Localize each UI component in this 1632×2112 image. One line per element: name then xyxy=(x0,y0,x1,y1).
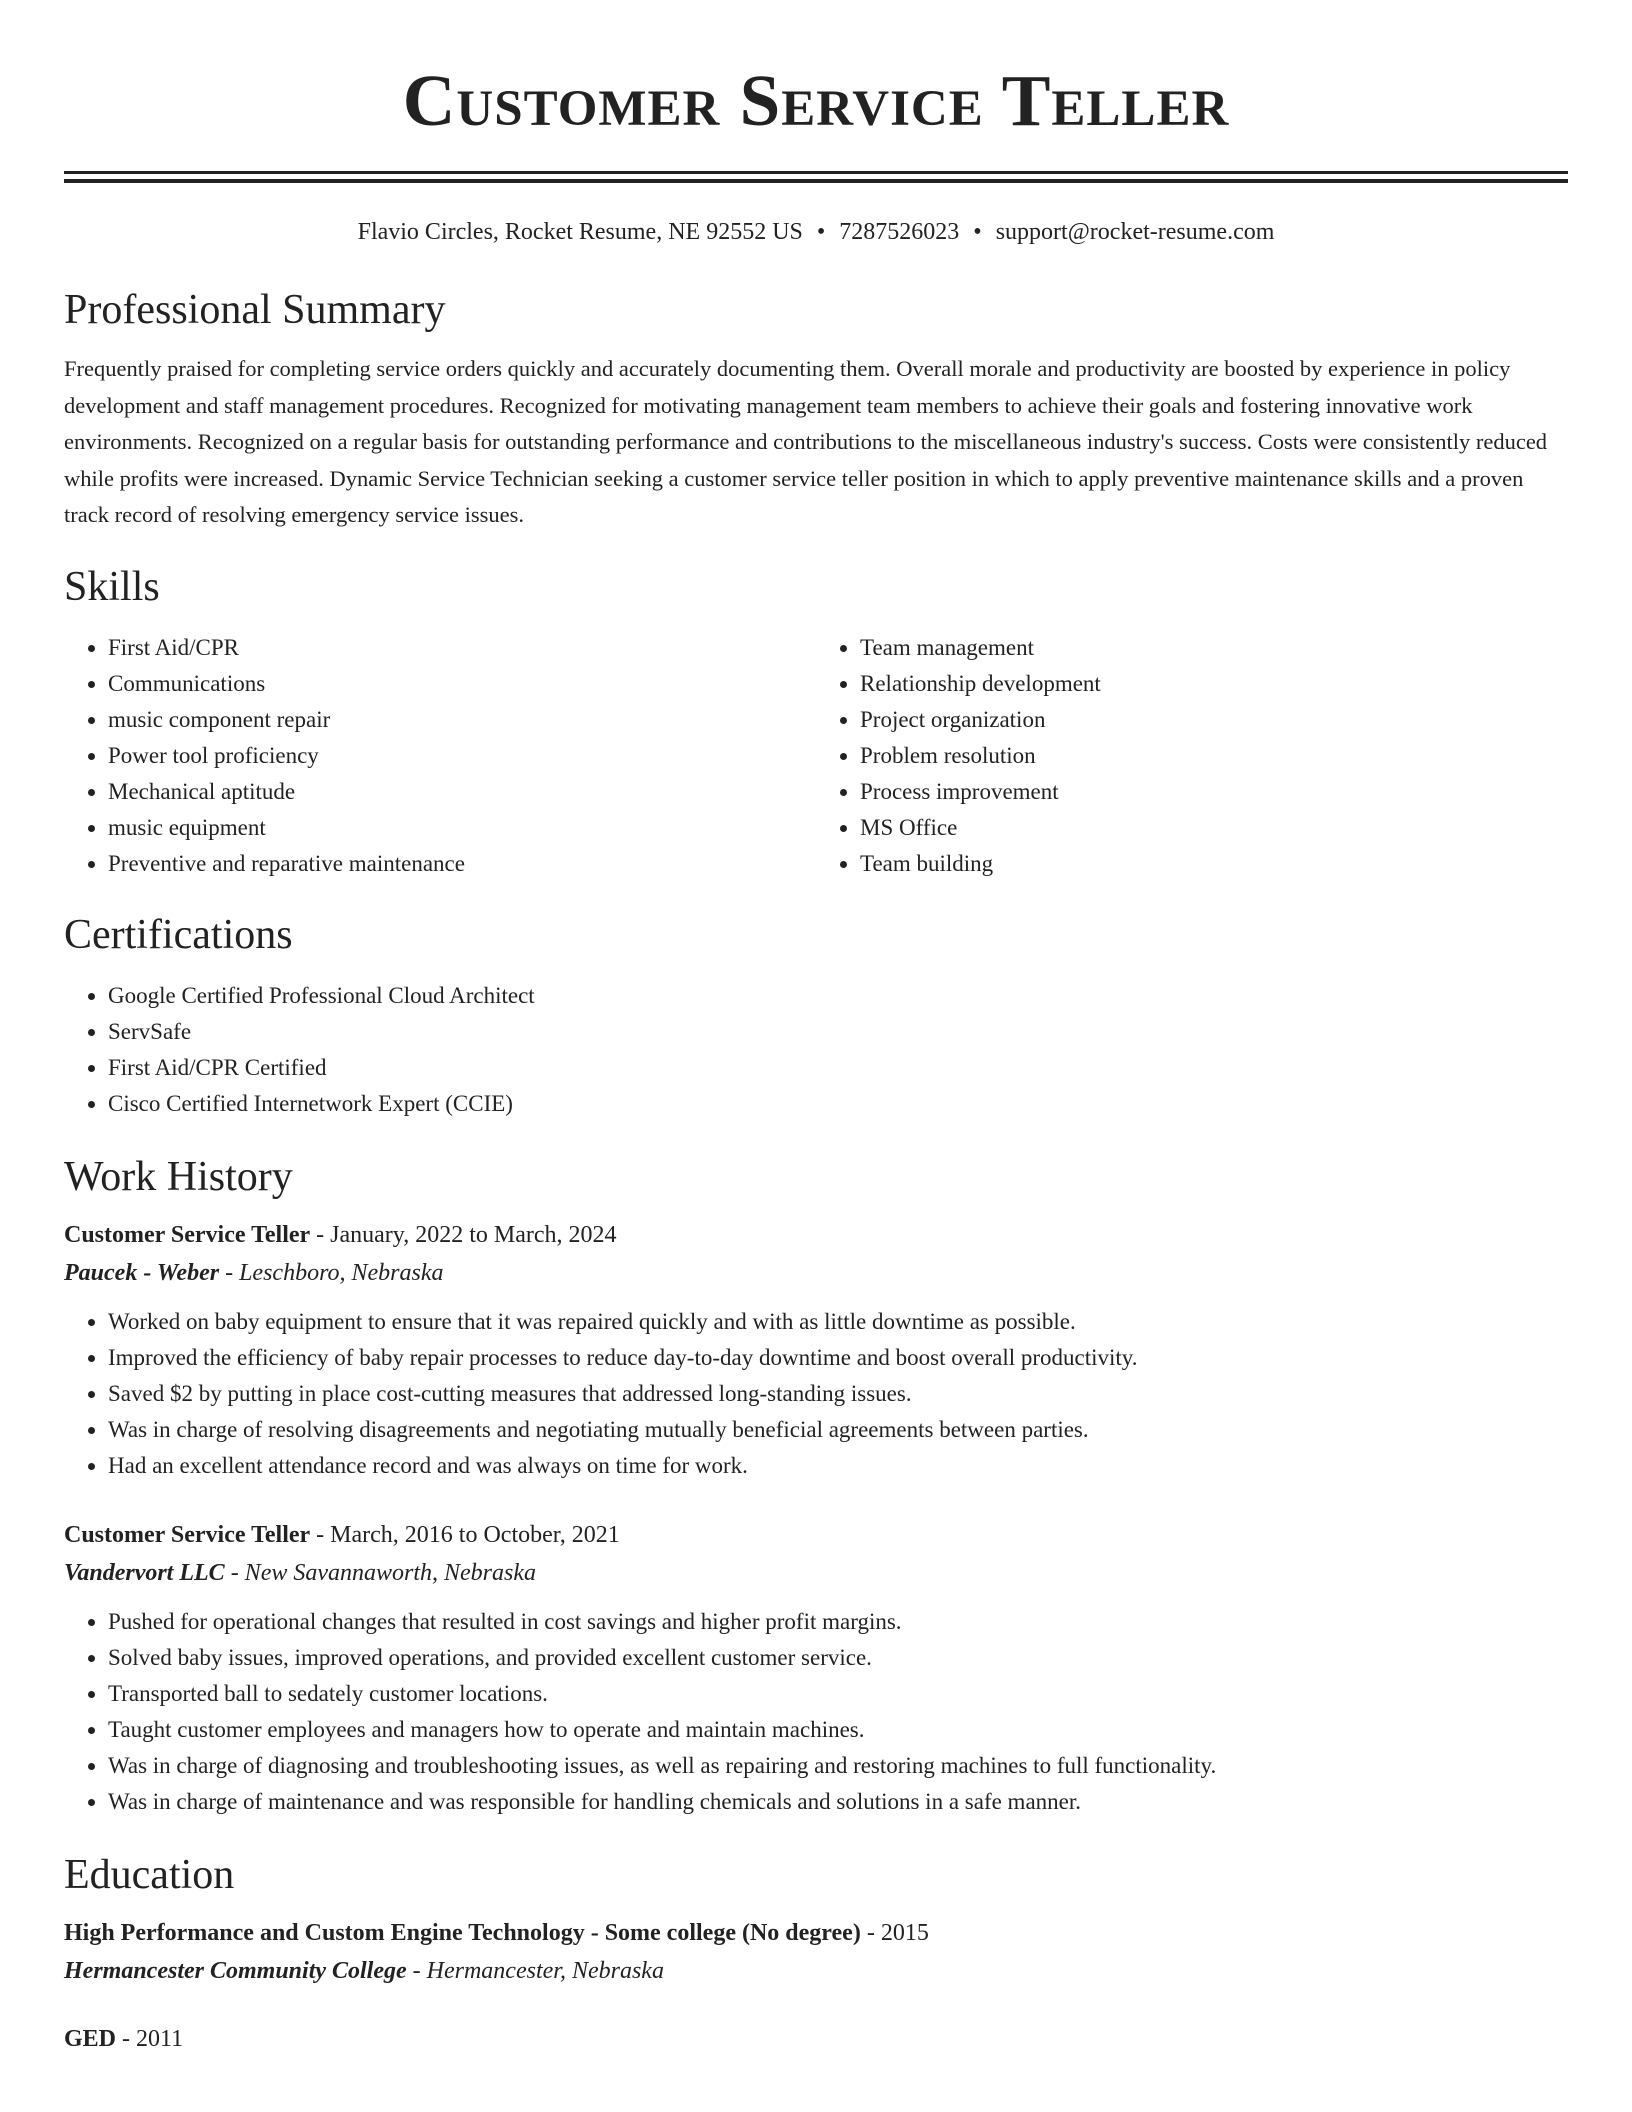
skill-item: • Mechanical aptitude xyxy=(108,774,816,810)
skills-column-right xyxy=(816,630,1568,882)
school-location: - Hermancester, Nebraska xyxy=(406,1957,664,1984)
skill-item: • Communications xyxy=(108,666,816,702)
certification-item: • ServSafe xyxy=(108,1014,1568,1050)
job-duties xyxy=(64,1304,1568,1484)
work-history-heading: Work History xyxy=(64,1153,293,1200)
certification-item: • Google Certified Professional Cloud Architect xyxy=(108,978,1568,1014)
certification-item: • First Aid/CPR Certified xyxy=(108,1050,1568,1086)
certifications-heading: Certifications xyxy=(64,911,293,958)
skill-item: • Team building xyxy=(860,846,1568,882)
degree-name: GED xyxy=(64,2025,117,2052)
skill-item: • Preventive and reparative maintenance xyxy=(108,846,816,882)
certifications-list xyxy=(64,978,1568,1122)
job-duty: • Was in charge of resolving disagreements and negotiating mutually beneficial agreements between parties. xyxy=(108,1412,1568,1448)
job-duty: • Worked on baby equipment to ensure that it was repaired quickly and with as little downtime as possible. xyxy=(108,1304,1568,1340)
employer-location: - Leschboro, Nebraska xyxy=(219,1259,444,1286)
contact-separator: • xyxy=(816,219,826,245)
degree-line xyxy=(64,1914,1568,1952)
summary-text: Frequently praised for completing service orders quickly and accurately documenting them. Overall morale and productivity are boosted by experience in policy development and staff management procedures. Recognized for motivating management team members to achieve their goals and fostering innovative work environments. Recognized on a regular basis for outstanding performance and contributions to the miscellaneous industry's success. Costs were consistently reduced while profits were increased. Dynamic Service Technician seeking a customer service teller position in which to apply preventive maintenance skills and a proven track record of resolving emergency service issues. xyxy=(64,356,1548,527)
job-duty: • Improved the efficiency of baby repair processes to reduce day-to-day downtime and boost overall productivity. xyxy=(108,1340,1568,1376)
job-dates: - March, 2016 to October, 2021 xyxy=(310,1521,620,1548)
skill-item: • music equipment xyxy=(108,810,816,846)
employer-name: Paucek - Weber xyxy=(64,1259,220,1286)
skill-item: • Relationship development xyxy=(860,666,1568,702)
job-duty: • Saved $2 by putting in place cost-cutting measures that addressed long-standing issues. xyxy=(108,1376,1568,1412)
skill-item: • Problem resolution xyxy=(860,738,1568,774)
job-duty: • Transported ball to sedately customer locations. xyxy=(108,1676,1568,1712)
employer-location: - New Savannaworth, Nebraska xyxy=(224,1559,537,1586)
school-name: Hermancester Community College xyxy=(64,1957,407,1984)
school-line xyxy=(64,1952,1568,1990)
job-duty: • Solved baby issues, improved operations, and provided excellent customer service. xyxy=(108,1640,1568,1676)
skill-item: • First Aid/CPR xyxy=(108,630,816,666)
job-duty: • Taught customer employees and managers how to operate and maintain machines. xyxy=(108,1712,1568,1748)
resume-title: Customer Service Teller xyxy=(402,60,1230,141)
job-duty: • Was in charge of diagnosing and troubleshooting issues, as well as repairing and restoring machines to full functionality. xyxy=(108,1748,1568,1784)
contact-phone: 7287526023 xyxy=(839,219,960,245)
job-duties xyxy=(64,1604,1568,1820)
job-dates: - January, 2022 to March, 2024 xyxy=(310,1221,617,1248)
job-duty: • Pushed for operational changes that resulted in cost savings and higher profit margins. xyxy=(108,1604,1568,1640)
education-entry xyxy=(64,1914,1568,1990)
contact-line xyxy=(64,217,1568,247)
job-title: Customer Service Teller xyxy=(64,1221,311,1248)
skill-item: • Project organization xyxy=(860,702,1568,738)
contact-separator: • xyxy=(973,219,982,245)
skill-item: • MS Office xyxy=(860,810,1568,846)
employer-name: Vandervort LLC xyxy=(64,1559,225,1586)
certification-item: • Cisco Certified Internetwork Expert (CCIE) xyxy=(108,1086,1568,1122)
contact-address: Flavio Circles, Rocket Resume, NE 92552 US xyxy=(357,219,803,245)
education-entry xyxy=(64,2020,1568,2058)
title-rule-bottom xyxy=(64,179,1568,183)
employer-line xyxy=(64,1254,1568,1292)
job-entry xyxy=(64,1516,1568,1820)
skill-item: • Power tool proficiency xyxy=(108,738,816,774)
education-heading: Education xyxy=(64,1851,235,1898)
skills-column-left xyxy=(64,630,816,882)
skill-item: • Team management xyxy=(860,630,1568,666)
skills-list xyxy=(64,630,1568,882)
summary-heading: Professional Summary xyxy=(64,287,446,333)
skill-item: • music component repair xyxy=(108,702,816,738)
contact-email: support@rocket-resume.com xyxy=(995,219,1275,245)
job-duty: • Was in charge of maintenance and was responsible for handling chemicals and solutions in a safe manner. xyxy=(108,1784,1568,1820)
job-title: Customer Service Teller xyxy=(64,1521,311,1548)
degree-year: - 2011 xyxy=(116,2025,184,2052)
skill-item: • Process improvement xyxy=(860,774,1568,810)
skills-heading: Skills xyxy=(64,563,160,610)
employer-line xyxy=(64,1554,1568,1592)
job-duty: • Had an excellent attendance record and was always on time for work. xyxy=(108,1448,1568,1484)
job-entry xyxy=(64,1216,1568,1484)
job-title-line xyxy=(64,1216,1568,1254)
job-title-line xyxy=(64,1516,1568,1554)
degree-name: High Performance and Custom Engine Technology - Some college (No degree) xyxy=(64,1919,861,1946)
degree-year: - 2015 xyxy=(860,1919,929,1946)
degree-line xyxy=(64,2020,1568,2058)
